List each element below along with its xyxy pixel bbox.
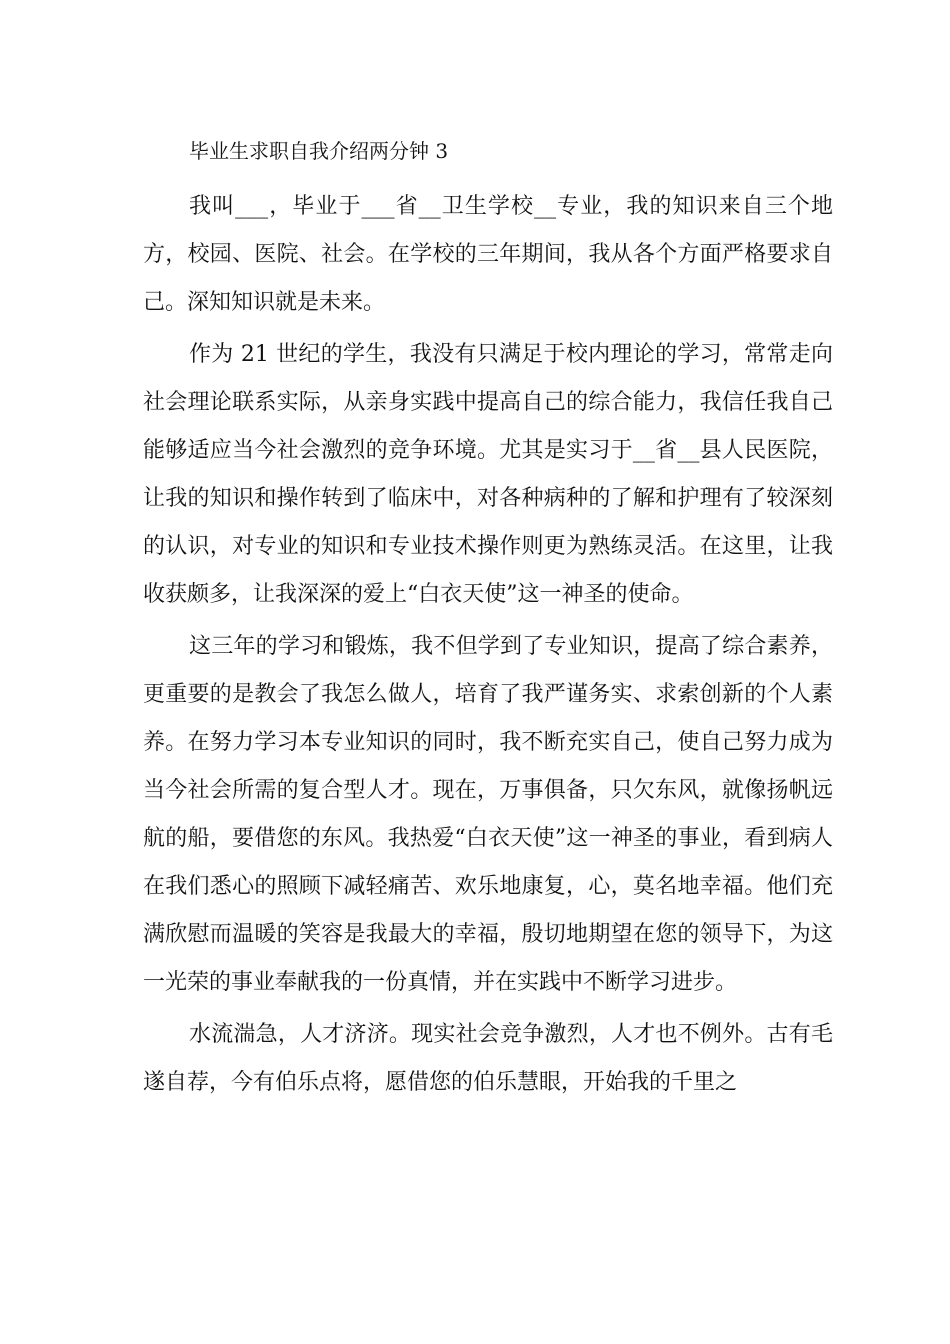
paragraph-intro: 我叫___，毕业于___省__卫生学校__专业，我的知识来自三个地方，校园、医院、社会。在学校的三年期间，我从各个方面严格要求自己。深知知识就是未来。	[143, 194, 833, 315]
document-title: 毕业生求职自我介绍两分钟 3	[189, 139, 449, 163]
paragraph-closing: 水流湍急，人才济济。现实社会竞争激烈，人才也不例外。古有毛遂自荐，今有伯乐点将，愿借您的伯乐慧眼，开始我的千里之	[143, 1022, 833, 1095]
paragraph-practice: 作为 21 世纪的学生，我没有只满足于校内理论的学习，常常走向社会理论联系实际，从亲身实践中提高自己的综合能力，我信任我自己能够适应当今社会激烈的竞争环境。尤其是实习于__省__县人民医院，让我的知识和操作转到了临床中，对各种病种的了解和护理有了较深刻的认识，对专业的知识和专业技术操作则更为熟练灵活。在这里，让我收获颇多，让我深深的爱上“白衣天使”这一神圣的使命。	[143, 342, 833, 607]
document-body	[143, 127, 833, 1111]
paragraph-growth: 这三年的学习和锻炼，我不但学到了专业知识，提高了综合素养，更重要的是教会了我怎么做人，培育了我严谨务实、求索创新的个人素养。在努力学习本专业知识的同时，我不断充实自己，使自己努力成为当今社会所需的复合型人才。现在，万事俱备，只欠东风，就像扬帆远航的船，要借您的东风。我热爱“白衣天使”这一神圣的事业，看到病人在我们悉心的照顾下减轻痛苦、欢乐地康复，心，莫名地幸福。他们充满欣慰而温暖的笑容是我最大的幸福，殷切地期望在您的领导下，为这一光荣的事业奉献我的一份真情，并在实践中不断学习进步。	[143, 634, 833, 995]
